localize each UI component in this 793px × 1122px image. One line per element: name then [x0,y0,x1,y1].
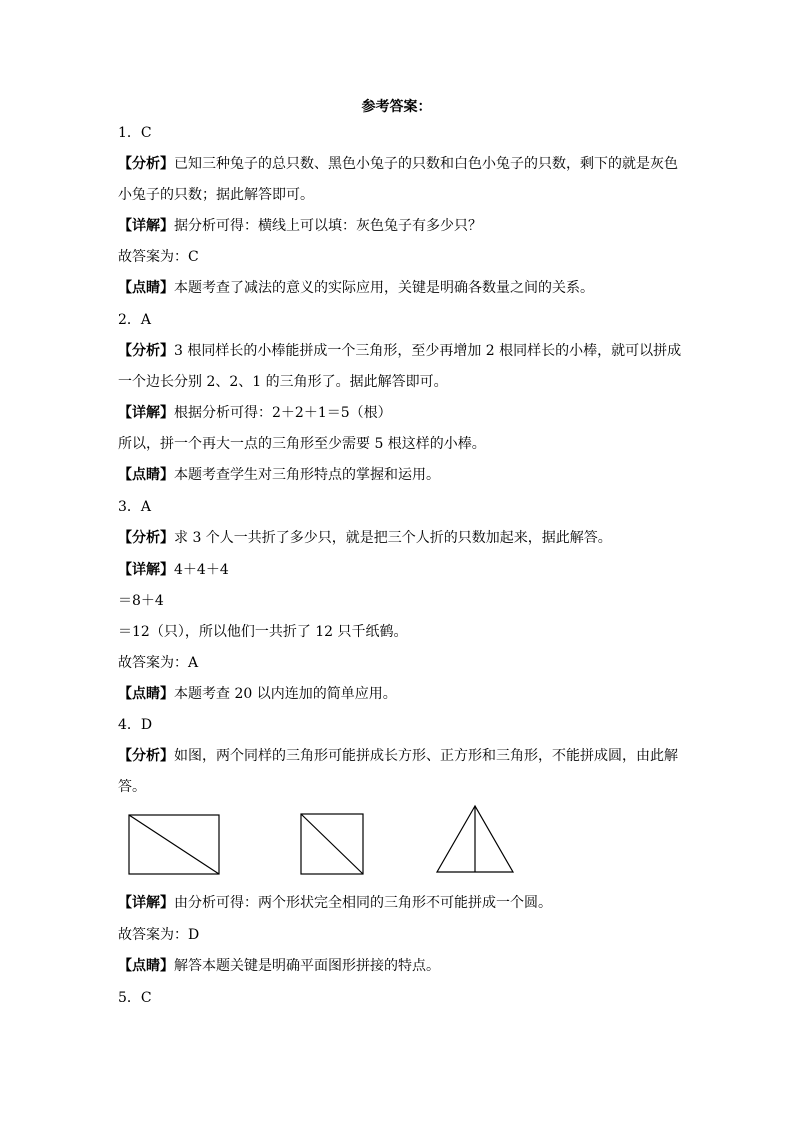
answer-1-detail: 【详解】据分析可得：横线上可以填：灰色兔子有多少只？ [118,218,482,234]
triangle-figure [437,806,513,872]
analysis-tag: 【分析】 [118,530,174,546]
answer-1-comment: 【点睛】本题考查了减法的意义的实际应用，关键是明确各数量之间的关系。 [118,280,594,296]
answer-2-comment: 【点睛】本题考查学生对三角形特点的掌握和运用。 [118,467,440,483]
answer-1-analysis-line-1: 【分析】已知三种兔子的总只数、黑色小兔子的只数和白色小兔子的只数，剩下的就是灰色 [118,156,678,172]
analysis-tag: 【分析】 [118,156,174,172]
answer-3-step-1: ＝8＋4 [118,593,164,609]
page-title: 参考答案： [361,99,432,115]
comment-tag: 【点睛】 [118,467,174,483]
rectangle-figure [129,815,219,874]
comment-tag: 【点睛】 [118,958,174,974]
answer-1-analysis-line-2: 小兔子的只数；据此解答即可。 [118,187,314,203]
comment-tag: 【点睛】 [118,280,174,296]
detail-tag: 【详解】 [118,562,174,578]
detail-tag: 【详解】 [118,405,174,421]
comment-tag: 【点睛】 [118,686,174,702]
analysis-tag: 【分析】 [118,343,174,359]
answer-5-heading: 5．C [118,990,152,1006]
answer-4-heading: 4．D [118,717,153,733]
answer-1-heading: 1．C [118,125,152,141]
answer-3-result: 故答案为：A [118,655,199,671]
answer-2-analysis-line-2: 一个边长分别 2、2、1 的三角形了。据此解答即可。 [118,374,448,390]
answer-2-detail: 【详解】根据分析可得：2＋2＋1＝5（根） [118,405,392,421]
detail-tag: 【详解】 [118,218,174,234]
answer-4-comment: 【点睛】解答本题关键是明确平面图形拼接的特点。 [118,958,440,974]
answer-4-result: 故答案为：D [118,927,200,943]
answer-3-detail: 【详解】4＋4＋4 [118,562,229,578]
detail-tag: 【详解】 [118,895,174,911]
answer-3-comment: 【点睛】本题考查 20 以内连加的简单应用。 [118,686,397,702]
analysis-tag: 【分析】 [118,748,174,764]
answer-4-analysis-line-2: 答。 [118,779,146,795]
square-figure [301,814,363,874]
answer-3-step-2: ＝12（只），所以他们一共折了 12 只千纸鹤。 [118,624,408,640]
answer-3-heading: 3．A [118,499,152,515]
answer-2-analysis-line-1: 【分析】3 根同样长的小棒能拼成一个三角形，至少再增加 2 根同样长的小棒，就可以拼成 [118,343,682,359]
answer-3-analysis: 【分析】求 3 个人一共折了多少只，就是把三个人折的只数加起来，据此解答。 [118,530,612,546]
answer-4-analysis-line-1: 【分析】如图，两个同样的三角形可能拼成长方形、正方形和三角形，不能拼成圆，由此解 [118,748,678,764]
answer-2-result: 所以，拼一个再大一点的三角形至少需要 5 根这样的小棒。 [118,436,486,452]
answer-4-detail: 【详解】由分析可得：两个形状完全相同的三角形不可能拼成一个圆。 [118,895,552,911]
answer-2-heading: 2．A [118,312,152,328]
answer-1-result: 故答案为：C [118,249,199,265]
